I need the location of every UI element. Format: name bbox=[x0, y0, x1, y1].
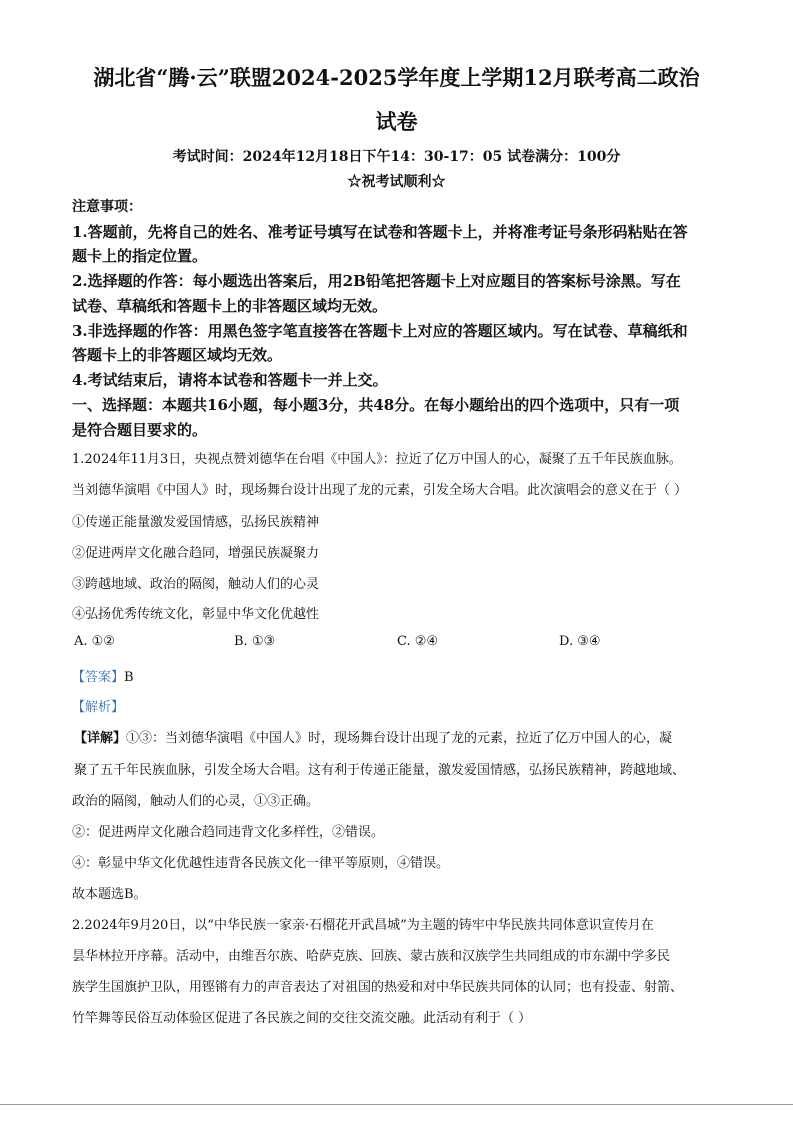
q2-stem: 2.2024年9月20日，以“中华民族一家亲·石榴花开武昌城”为主题的铸牢中华民族共同体意识宣传月在 bbox=[72, 918, 654, 933]
q2-stem: 昙华林拉开序幕。活动中，由维吾尔族、哈萨克族、回族、蒙古族和汉族学生共同组成的市东湖中学多民 bbox=[72, 949, 671, 964]
q2-stem: 竹竿舞等民俗互动体验区促进了各民族之间的交往交流交融。此活动有利于（ ） bbox=[72, 1011, 532, 1026]
analysis-tag: 【解析】 bbox=[72, 700, 125, 715]
notice-line: 4.考试结束后，请将本试卷和答题卡一并上交。 bbox=[72, 371, 388, 389]
document-title-line2: 试卷 bbox=[375, 109, 418, 134]
answer-tag: 【答案】 bbox=[72, 670, 125, 685]
notice-line: 1.答题前，先将自己的姓名、准考证号填写在试卷和答题卡上，并将准考证号条形码粘贴在答 bbox=[72, 223, 688, 241]
page-bottom-divider bbox=[0, 1104, 793, 1105]
q1-conclusion: 故本题选B。 bbox=[72, 887, 147, 902]
section-heading: 一、选择题：本题共16小题，每小题3分，共48分。在每小题给出的四个选项中，只有一项 bbox=[72, 396, 680, 414]
q1-detail: ④：彰显中华文化优越性违背各民族文化一律平等原则，④错误。 bbox=[72, 856, 450, 871]
wish-line: ☆祝考试顺利☆ bbox=[347, 174, 446, 190]
q1-item: ④弘扬优秀传统文化，彰显中华文化优越性 bbox=[72, 607, 320, 622]
notice-line: 答题卡上的非答题区域均无效。 bbox=[72, 346, 283, 364]
q1-detail: 政治的隔阂，触动人们的心灵，①③正确。 bbox=[72, 794, 320, 809]
answer-value: B bbox=[124, 670, 134, 685]
q1-option-b: B. ①③ bbox=[234, 634, 276, 649]
q1-option-c: C. ②④ bbox=[397, 634, 439, 649]
notice-line: 3.非选择题的作答：用黑色签字笔直接答在答题卡上对应的答题区域内。写在试卷、草稿纸和 bbox=[72, 322, 688, 340]
q1-item: ①传递正能量激发爱国情感，弘扬民族精神 bbox=[72, 515, 320, 530]
q2-stem: 族学生国旗护卫队，用铿锵有力的声音表达了对祖国的热爱和对中华民族共同体的认同；也有投壶、射箭、 bbox=[72, 980, 684, 995]
document-title-line1: 湖北省“腾·云”联盟2024-2025学年度上学期12月联考高二政治 bbox=[93, 65, 700, 90]
q1-option-a: A. ①② bbox=[74, 634, 115, 649]
detail-tag: 【详解】 bbox=[74, 731, 127, 746]
q1-detail: ②：促进两岸文化融合趋同违背文化多样性，②错误。 bbox=[72, 825, 385, 840]
section-heading-cont: 是符合题目要求的。 bbox=[72, 421, 208, 439]
detail-text: ①③：当刘德华演唱《中国人》时，现场舞台设计出现了龙的元素，拉近了亿万中国人的心，凝 bbox=[126, 731, 673, 746]
q1-stem: 1.2024年11月3日，央视点赞刘德华在台唱《中国人》：拉近了亿万中国人的心，凝聚了五千年民族血脉。 bbox=[72, 452, 682, 467]
q1-stem: 当刘德华演唱《中国人》时，现场舞台设计出现了龙的元素，引发全场大合唱。此次演唱会的意义在于（ ） bbox=[72, 483, 688, 498]
notice-line: 2.选择题的作答：每小题选出答案后，用2B铅笔把答题卡上对应题目的答案标号涂黑。写在 bbox=[72, 272, 681, 290]
exam-info: 考试时间：2024年12月18日下午14：30-17：05 试卷满分：100分 bbox=[172, 149, 621, 165]
q1-detail bbox=[74, 727, 672, 746]
q1-detail: 聚了五千年民族血脉，引发全场大合唱。这有利于传递正能量，激发爱国情感，弘扬民族精神，跨越地域、 bbox=[74, 763, 686, 778]
notice-line: 试卷、草稿纸和答题卡上的非答题区域均无效。 bbox=[72, 297, 388, 315]
q1-item: ②促进两岸文化融合趋同，增强民族凝聚力 bbox=[72, 546, 320, 561]
q1-analysis bbox=[72, 696, 124, 715]
q1-options bbox=[74, 634, 724, 654]
q1-answer bbox=[72, 666, 134, 685]
q1-item: ③跨越地域、政治的隔阂，触动人们的心灵 bbox=[72, 577, 320, 592]
notice-heading: 注意事项： bbox=[72, 199, 142, 215]
notice-line: 题卡上的指定位置。 bbox=[72, 247, 208, 265]
q1-option-d: D. ③④ bbox=[559, 634, 601, 649]
